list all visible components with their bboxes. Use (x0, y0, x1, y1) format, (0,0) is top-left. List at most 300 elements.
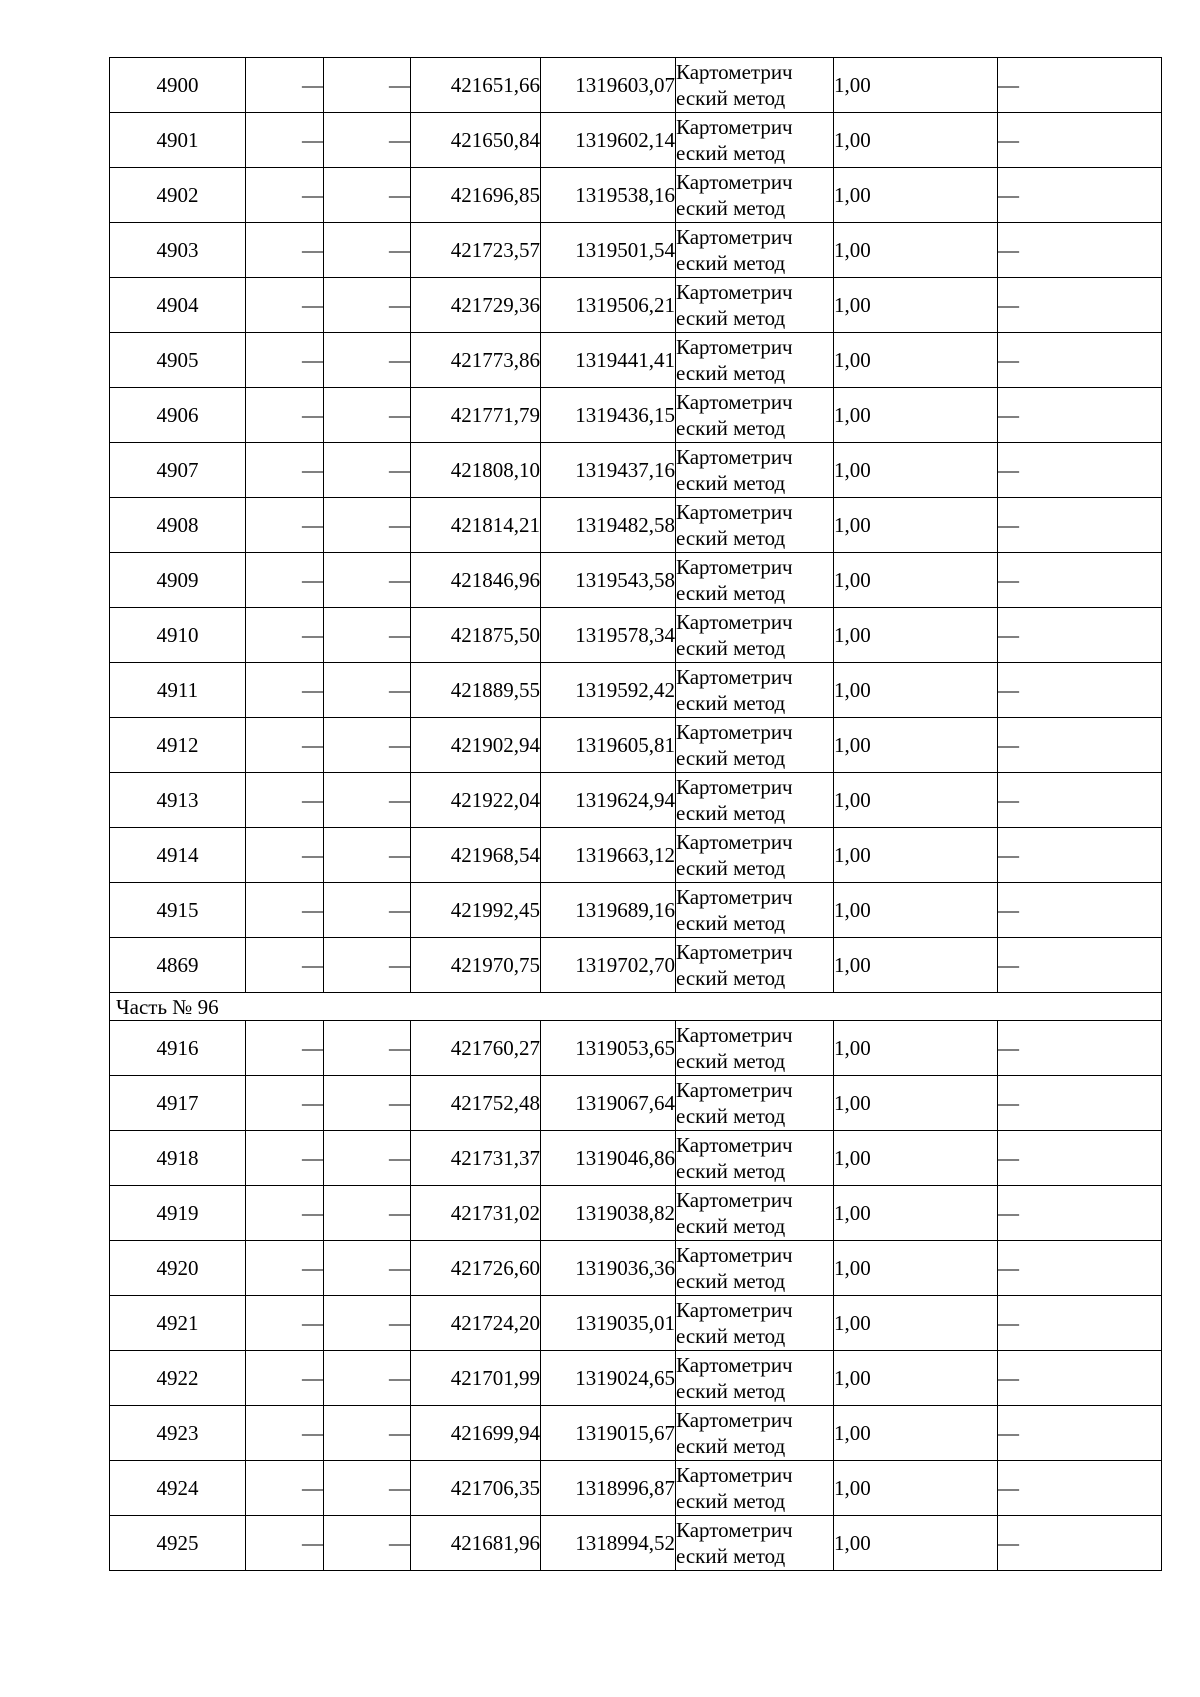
method-cell (676, 1241, 834, 1296)
method-text-line-1: Картометрич (676, 1408, 793, 1432)
accuracy-value: 1,00 (834, 1516, 998, 1571)
old-y-cell: — (324, 1021, 411, 1076)
description-cell: — (998, 553, 1162, 608)
description-cell: — (998, 1296, 1162, 1351)
method-cell (676, 1296, 834, 1351)
method-text-line-2: еский метод (676, 1104, 786, 1128)
method-text-line-1: Картометрич (676, 610, 793, 634)
description-cell: — (998, 828, 1162, 883)
y-coordinate: 1319015,67 (541, 1406, 676, 1461)
method-text-line-2: еский метод (676, 801, 786, 825)
description-cell: — (998, 1351, 1162, 1406)
old-y-cell: — (324, 168, 411, 223)
x-coordinate: 421752,48 (411, 1076, 541, 1131)
table-row (110, 718, 1162, 773)
old-x-cell: — (246, 1076, 324, 1131)
old-x-cell: — (246, 718, 324, 773)
method-cell (676, 388, 834, 443)
point-number: 4918 (110, 1131, 246, 1186)
description-cell: — (998, 608, 1162, 663)
point-number: 4910 (110, 608, 246, 663)
method-cell (676, 58, 834, 113)
old-y-cell: — (324, 223, 411, 278)
x-coordinate: 421731,02 (411, 1186, 541, 1241)
old-x-cell: — (246, 498, 324, 553)
description-cell: — (998, 663, 1162, 718)
old-y-cell: — (324, 278, 411, 333)
method-text-line-2: еский метод (676, 251, 786, 275)
point-number: 4907 (110, 443, 246, 498)
description-cell: — (998, 113, 1162, 168)
method-text-line-1: Картометрич (676, 775, 793, 799)
table-row (110, 1076, 1162, 1131)
y-coordinate: 1319437,16 (541, 443, 676, 498)
method-cell (676, 333, 834, 388)
old-y-cell: — (324, 883, 411, 938)
y-coordinate: 1319543,58 (541, 553, 676, 608)
x-coordinate: 421651,66 (411, 58, 541, 113)
point-number: 4903 (110, 223, 246, 278)
method-text-line-2: еский метод (676, 911, 786, 935)
method-cell (676, 553, 834, 608)
y-coordinate: 1319506,21 (541, 278, 676, 333)
coordinates-table (109, 57, 1162, 1571)
method-text-line-2: еский метод (676, 306, 786, 330)
method-text-line-1: Картометрич (676, 830, 793, 854)
method-cell (676, 443, 834, 498)
method-cell (676, 1131, 834, 1186)
old-x-cell: — (246, 1186, 324, 1241)
old-y-cell: — (324, 553, 411, 608)
accuracy-value: 1,00 (834, 663, 998, 718)
method-cell (676, 1516, 834, 1571)
table-row (110, 1516, 1162, 1571)
y-coordinate: 1319036,36 (541, 1241, 676, 1296)
method-cell (676, 1351, 834, 1406)
old-x-cell: — (246, 388, 324, 443)
old-y-cell: — (324, 1186, 411, 1241)
old-y-cell: — (324, 113, 411, 168)
old-y-cell: — (324, 1131, 411, 1186)
method-cell (676, 718, 834, 773)
point-number: 4921 (110, 1296, 246, 1351)
old-y-cell: — (324, 938, 411, 993)
old-y-cell: — (324, 1516, 411, 1571)
point-number: 4909 (110, 553, 246, 608)
old-x-cell: — (246, 553, 324, 608)
accuracy-value: 1,00 (834, 718, 998, 773)
point-number: 4916 (110, 1021, 246, 1076)
method-text-line-1: Картометрич (676, 390, 793, 414)
accuracy-value: 1,00 (834, 333, 998, 388)
method-text-line-2: еский метод (676, 526, 786, 550)
point-number: 4917 (110, 1076, 246, 1131)
x-coordinate: 421650,84 (411, 113, 541, 168)
point-number: 4902 (110, 168, 246, 223)
accuracy-value: 1,00 (834, 278, 998, 333)
accuracy-value: 1,00 (834, 553, 998, 608)
description-cell: — (998, 1406, 1162, 1461)
method-cell (676, 278, 834, 333)
description-cell: — (998, 443, 1162, 498)
method-text-line-2: еский метод (676, 1544, 786, 1568)
method-cell (676, 223, 834, 278)
old-x-cell: — (246, 1241, 324, 1296)
point-number: 4912 (110, 718, 246, 773)
table-row (110, 553, 1162, 608)
y-coordinate: 1319663,12 (541, 828, 676, 883)
x-coordinate: 421922,04 (411, 773, 541, 828)
old-x-cell: — (246, 1516, 324, 1571)
old-y-cell: — (324, 1461, 411, 1516)
y-coordinate: 1319702,70 (541, 938, 676, 993)
x-coordinate: 421846,96 (411, 553, 541, 608)
old-x-cell: — (246, 1296, 324, 1351)
old-x-cell: — (246, 168, 324, 223)
description-cell: — (998, 1186, 1162, 1241)
description-cell: — (998, 278, 1162, 333)
old-y-cell: — (324, 773, 411, 828)
x-coordinate: 421808,10 (411, 443, 541, 498)
point-number: 4908 (110, 498, 246, 553)
y-coordinate: 1319067,64 (541, 1076, 676, 1131)
description-cell: — (998, 223, 1162, 278)
accuracy-value: 1,00 (834, 168, 998, 223)
table-row (110, 773, 1162, 828)
old-x-cell: — (246, 1351, 324, 1406)
y-coordinate: 1319501,54 (541, 223, 676, 278)
point-number: 4906 (110, 388, 246, 443)
old-x-cell: — (246, 1131, 324, 1186)
method-text-line-2: еский метод (676, 196, 786, 220)
y-coordinate: 1319046,86 (541, 1131, 676, 1186)
description-cell: — (998, 1076, 1162, 1131)
method-text-line-2: еский метод (676, 1324, 786, 1348)
method-text-line-2: еский метод (676, 471, 786, 495)
method-text-line-1: Картометрич (676, 115, 793, 139)
accuracy-value: 1,00 (834, 608, 998, 663)
old-y-cell: — (324, 1351, 411, 1406)
table-body (110, 58, 1162, 1571)
old-x-cell: — (246, 1406, 324, 1461)
table-row (110, 1021, 1162, 1076)
method-text-line-2: еский метод (676, 1159, 786, 1183)
old-y-cell: — (324, 1076, 411, 1131)
old-x-cell: — (246, 58, 324, 113)
x-coordinate: 421992,45 (411, 883, 541, 938)
x-coordinate: 421889,55 (411, 663, 541, 718)
table-row (110, 333, 1162, 388)
old-y-cell: — (324, 443, 411, 498)
method-text-line-2: еский метод (676, 856, 786, 880)
method-cell (676, 498, 834, 553)
method-text-line-1: Картометрич (676, 1078, 793, 1102)
method-text-line-1: Картометрич (676, 720, 793, 744)
method-text-line-1: Картометрич (676, 1243, 793, 1267)
accuracy-value: 1,00 (834, 1461, 998, 1516)
accuracy-value: 1,00 (834, 1131, 998, 1186)
y-coordinate: 1319538,16 (541, 168, 676, 223)
x-coordinate: 421681,96 (411, 1516, 541, 1571)
method-cell (676, 938, 834, 993)
method-text-line-2: еский метод (676, 361, 786, 385)
x-coordinate: 421726,60 (411, 1241, 541, 1296)
table-row (110, 388, 1162, 443)
method-text-line-2: еский метод (676, 1379, 786, 1403)
method-text-line-1: Картометрич (676, 1353, 793, 1377)
x-coordinate: 421773,86 (411, 333, 541, 388)
y-coordinate: 1319441,41 (541, 333, 676, 388)
y-coordinate: 1319482,58 (541, 498, 676, 553)
old-x-cell: — (246, 278, 324, 333)
old-y-cell: — (324, 58, 411, 113)
point-number: 4914 (110, 828, 246, 883)
y-coordinate: 1319436,15 (541, 388, 676, 443)
method-text-line-2: еский метод (676, 1214, 786, 1238)
method-cell (676, 608, 834, 663)
old-x-cell: — (246, 773, 324, 828)
method-cell (676, 1406, 834, 1461)
method-cell (676, 168, 834, 223)
part-header-row (110, 993, 1162, 1021)
method-text-line-1: Картометрич (676, 1023, 793, 1047)
method-text-line-2: еский метод (676, 416, 786, 440)
method-text-line-1: Картометрич (676, 280, 793, 304)
accuracy-value: 1,00 (834, 1241, 998, 1296)
old-y-cell: — (324, 1241, 411, 1296)
x-coordinate: 421760,27 (411, 1021, 541, 1076)
method-cell (676, 773, 834, 828)
y-coordinate: 1319024,65 (541, 1351, 676, 1406)
method-text-line-2: еский метод (676, 636, 786, 660)
accuracy-value: 1,00 (834, 1076, 998, 1131)
point-number: 4905 (110, 333, 246, 388)
point-number: 4913 (110, 773, 246, 828)
method-text-line-1: Картометрич (676, 60, 793, 84)
method-cell (676, 1021, 834, 1076)
table-row (110, 1241, 1162, 1296)
table-row (110, 938, 1162, 993)
method-cell (676, 828, 834, 883)
method-cell (676, 883, 834, 938)
x-coordinate: 421814,21 (411, 498, 541, 553)
point-number: 4924 (110, 1461, 246, 1516)
old-x-cell: — (246, 828, 324, 883)
table-row (110, 1351, 1162, 1406)
accuracy-value: 1,00 (834, 828, 998, 883)
old-y-cell: — (324, 1296, 411, 1351)
table-row (110, 443, 1162, 498)
old-y-cell: — (324, 1406, 411, 1461)
table-row (110, 113, 1162, 168)
table-row (110, 498, 1162, 553)
method-text-line-1: Картометрич (676, 1463, 793, 1487)
method-text-line-1: Картометрич (676, 1188, 793, 1212)
method-text-line-1: Картометрич (676, 885, 793, 909)
accuracy-value: 1,00 (834, 113, 998, 168)
table-row (110, 883, 1162, 938)
x-coordinate: 421875,50 (411, 608, 541, 663)
old-x-cell: — (246, 663, 324, 718)
method-text-line-2: еский метод (676, 1049, 786, 1073)
old-y-cell: — (324, 663, 411, 718)
method-text-line-2: еский метод (676, 966, 786, 990)
description-cell: — (998, 1461, 1162, 1516)
table-row (110, 663, 1162, 718)
x-coordinate: 421723,57 (411, 223, 541, 278)
x-coordinate: 421968,54 (411, 828, 541, 883)
x-coordinate: 421696,85 (411, 168, 541, 223)
y-coordinate: 1319602,14 (541, 113, 676, 168)
description-cell: — (998, 1021, 1162, 1076)
old-y-cell: — (324, 608, 411, 663)
y-coordinate: 1319605,81 (541, 718, 676, 773)
description-cell: — (998, 1131, 1162, 1186)
method-text-line-2: еский метод (676, 746, 786, 770)
description-cell: — (998, 718, 1162, 773)
old-x-cell: — (246, 608, 324, 663)
description-cell: — (998, 1516, 1162, 1571)
old-y-cell: — (324, 333, 411, 388)
accuracy-value: 1,00 (834, 1296, 998, 1351)
old-y-cell: — (324, 828, 411, 883)
method-text-line-1: Картометрич (676, 500, 793, 524)
accuracy-value: 1,00 (834, 223, 998, 278)
table-row (110, 1461, 1162, 1516)
old-x-cell: — (246, 883, 324, 938)
table-row (110, 1296, 1162, 1351)
method-text-line-2: еский метод (676, 1269, 786, 1293)
accuracy-value: 1,00 (834, 443, 998, 498)
y-coordinate: 1319035,01 (541, 1296, 676, 1351)
method-cell (676, 663, 834, 718)
y-coordinate: 1319603,07 (541, 58, 676, 113)
table-row (110, 1186, 1162, 1241)
x-coordinate: 421724,20 (411, 1296, 541, 1351)
point-number: 4904 (110, 278, 246, 333)
method-cell (676, 1076, 834, 1131)
old-x-cell: — (246, 1461, 324, 1516)
method-cell (676, 113, 834, 168)
part-label: Часть № 96 (110, 993, 1162, 1021)
method-text-line-1: Картометрич (676, 445, 793, 469)
point-number: 4925 (110, 1516, 246, 1571)
method-cell (676, 1461, 834, 1516)
old-x-cell: — (246, 443, 324, 498)
old-x-cell: — (246, 113, 324, 168)
y-coordinate: 1319624,94 (541, 773, 676, 828)
table-row (110, 58, 1162, 113)
point-number: 4911 (110, 663, 246, 718)
description-cell: — (998, 58, 1162, 113)
point-number: 4915 (110, 883, 246, 938)
accuracy-value: 1,00 (834, 58, 998, 113)
method-text-line-2: еский метод (676, 141, 786, 165)
table-row (110, 608, 1162, 663)
method-text-line-2: еский метод (676, 1434, 786, 1458)
description-cell: — (998, 333, 1162, 388)
old-y-cell: — (324, 388, 411, 443)
x-coordinate: 421771,79 (411, 388, 541, 443)
description-cell: — (998, 883, 1162, 938)
method-text-line-1: Картометрич (676, 1298, 793, 1322)
point-number: 4922 (110, 1351, 246, 1406)
table-row (110, 1131, 1162, 1186)
table-row (110, 828, 1162, 883)
old-x-cell: — (246, 333, 324, 388)
point-number: 4900 (110, 58, 246, 113)
accuracy-value: 1,00 (834, 388, 998, 443)
y-coordinate: 1318994,52 (541, 1516, 676, 1571)
method-text-line-1: Картометрич (676, 170, 793, 194)
description-cell: — (998, 938, 1162, 993)
accuracy-value: 1,00 (834, 773, 998, 828)
method-text-line-1: Картометрич (676, 225, 793, 249)
old-x-cell: — (246, 223, 324, 278)
table-row (110, 278, 1162, 333)
y-coordinate: 1319689,16 (541, 883, 676, 938)
table-row (110, 1406, 1162, 1461)
point-number: 4923 (110, 1406, 246, 1461)
accuracy-value: 1,00 (834, 1406, 998, 1461)
method-text-line-2: еский метод (676, 86, 786, 110)
y-coordinate: 1319592,42 (541, 663, 676, 718)
method-text-line-1: Картометрич (676, 335, 793, 359)
old-x-cell: — (246, 1021, 324, 1076)
description-cell: — (998, 1241, 1162, 1296)
accuracy-value: 1,00 (834, 1351, 998, 1406)
method-text-line-2: еский метод (676, 581, 786, 605)
description-cell: — (998, 773, 1162, 828)
accuracy-value: 1,00 (834, 498, 998, 553)
x-coordinate: 421970,75 (411, 938, 541, 993)
point-number: 4919 (110, 1186, 246, 1241)
old-x-cell: — (246, 938, 324, 993)
description-cell: — (998, 388, 1162, 443)
old-y-cell: — (324, 718, 411, 773)
x-coordinate: 421902,94 (411, 718, 541, 773)
method-text-line-2: еский метод (676, 1489, 786, 1513)
method-text-line-1: Картометрич (676, 1518, 793, 1542)
point-number: 4901 (110, 113, 246, 168)
method-cell (676, 1186, 834, 1241)
table-row (110, 168, 1162, 223)
accuracy-value: 1,00 (834, 1021, 998, 1076)
y-coordinate: 1319578,34 (541, 608, 676, 663)
method-text-line-1: Картометрич (676, 555, 793, 579)
method-text-line-2: еский метод (676, 691, 786, 715)
description-cell: — (998, 498, 1162, 553)
old-y-cell: — (324, 498, 411, 553)
method-text-line-1: Картометрич (676, 940, 793, 964)
description-cell: — (998, 168, 1162, 223)
x-coordinate: 421706,35 (411, 1461, 541, 1516)
point-number: 4869 (110, 938, 246, 993)
accuracy-value: 1,00 (834, 1186, 998, 1241)
method-text-line-1: Картометрич (676, 665, 793, 689)
table-row (110, 223, 1162, 278)
method-text-line-1: Картометрич (676, 1133, 793, 1157)
x-coordinate: 421731,37 (411, 1131, 541, 1186)
accuracy-value: 1,00 (834, 938, 998, 993)
x-coordinate: 421701,99 (411, 1351, 541, 1406)
point-number: 4920 (110, 1241, 246, 1296)
x-coordinate: 421729,36 (411, 278, 541, 333)
y-coordinate: 1319038,82 (541, 1186, 676, 1241)
y-coordinate: 1318996,87 (541, 1461, 676, 1516)
accuracy-value: 1,00 (834, 883, 998, 938)
y-coordinate: 1319053,65 (541, 1021, 676, 1076)
